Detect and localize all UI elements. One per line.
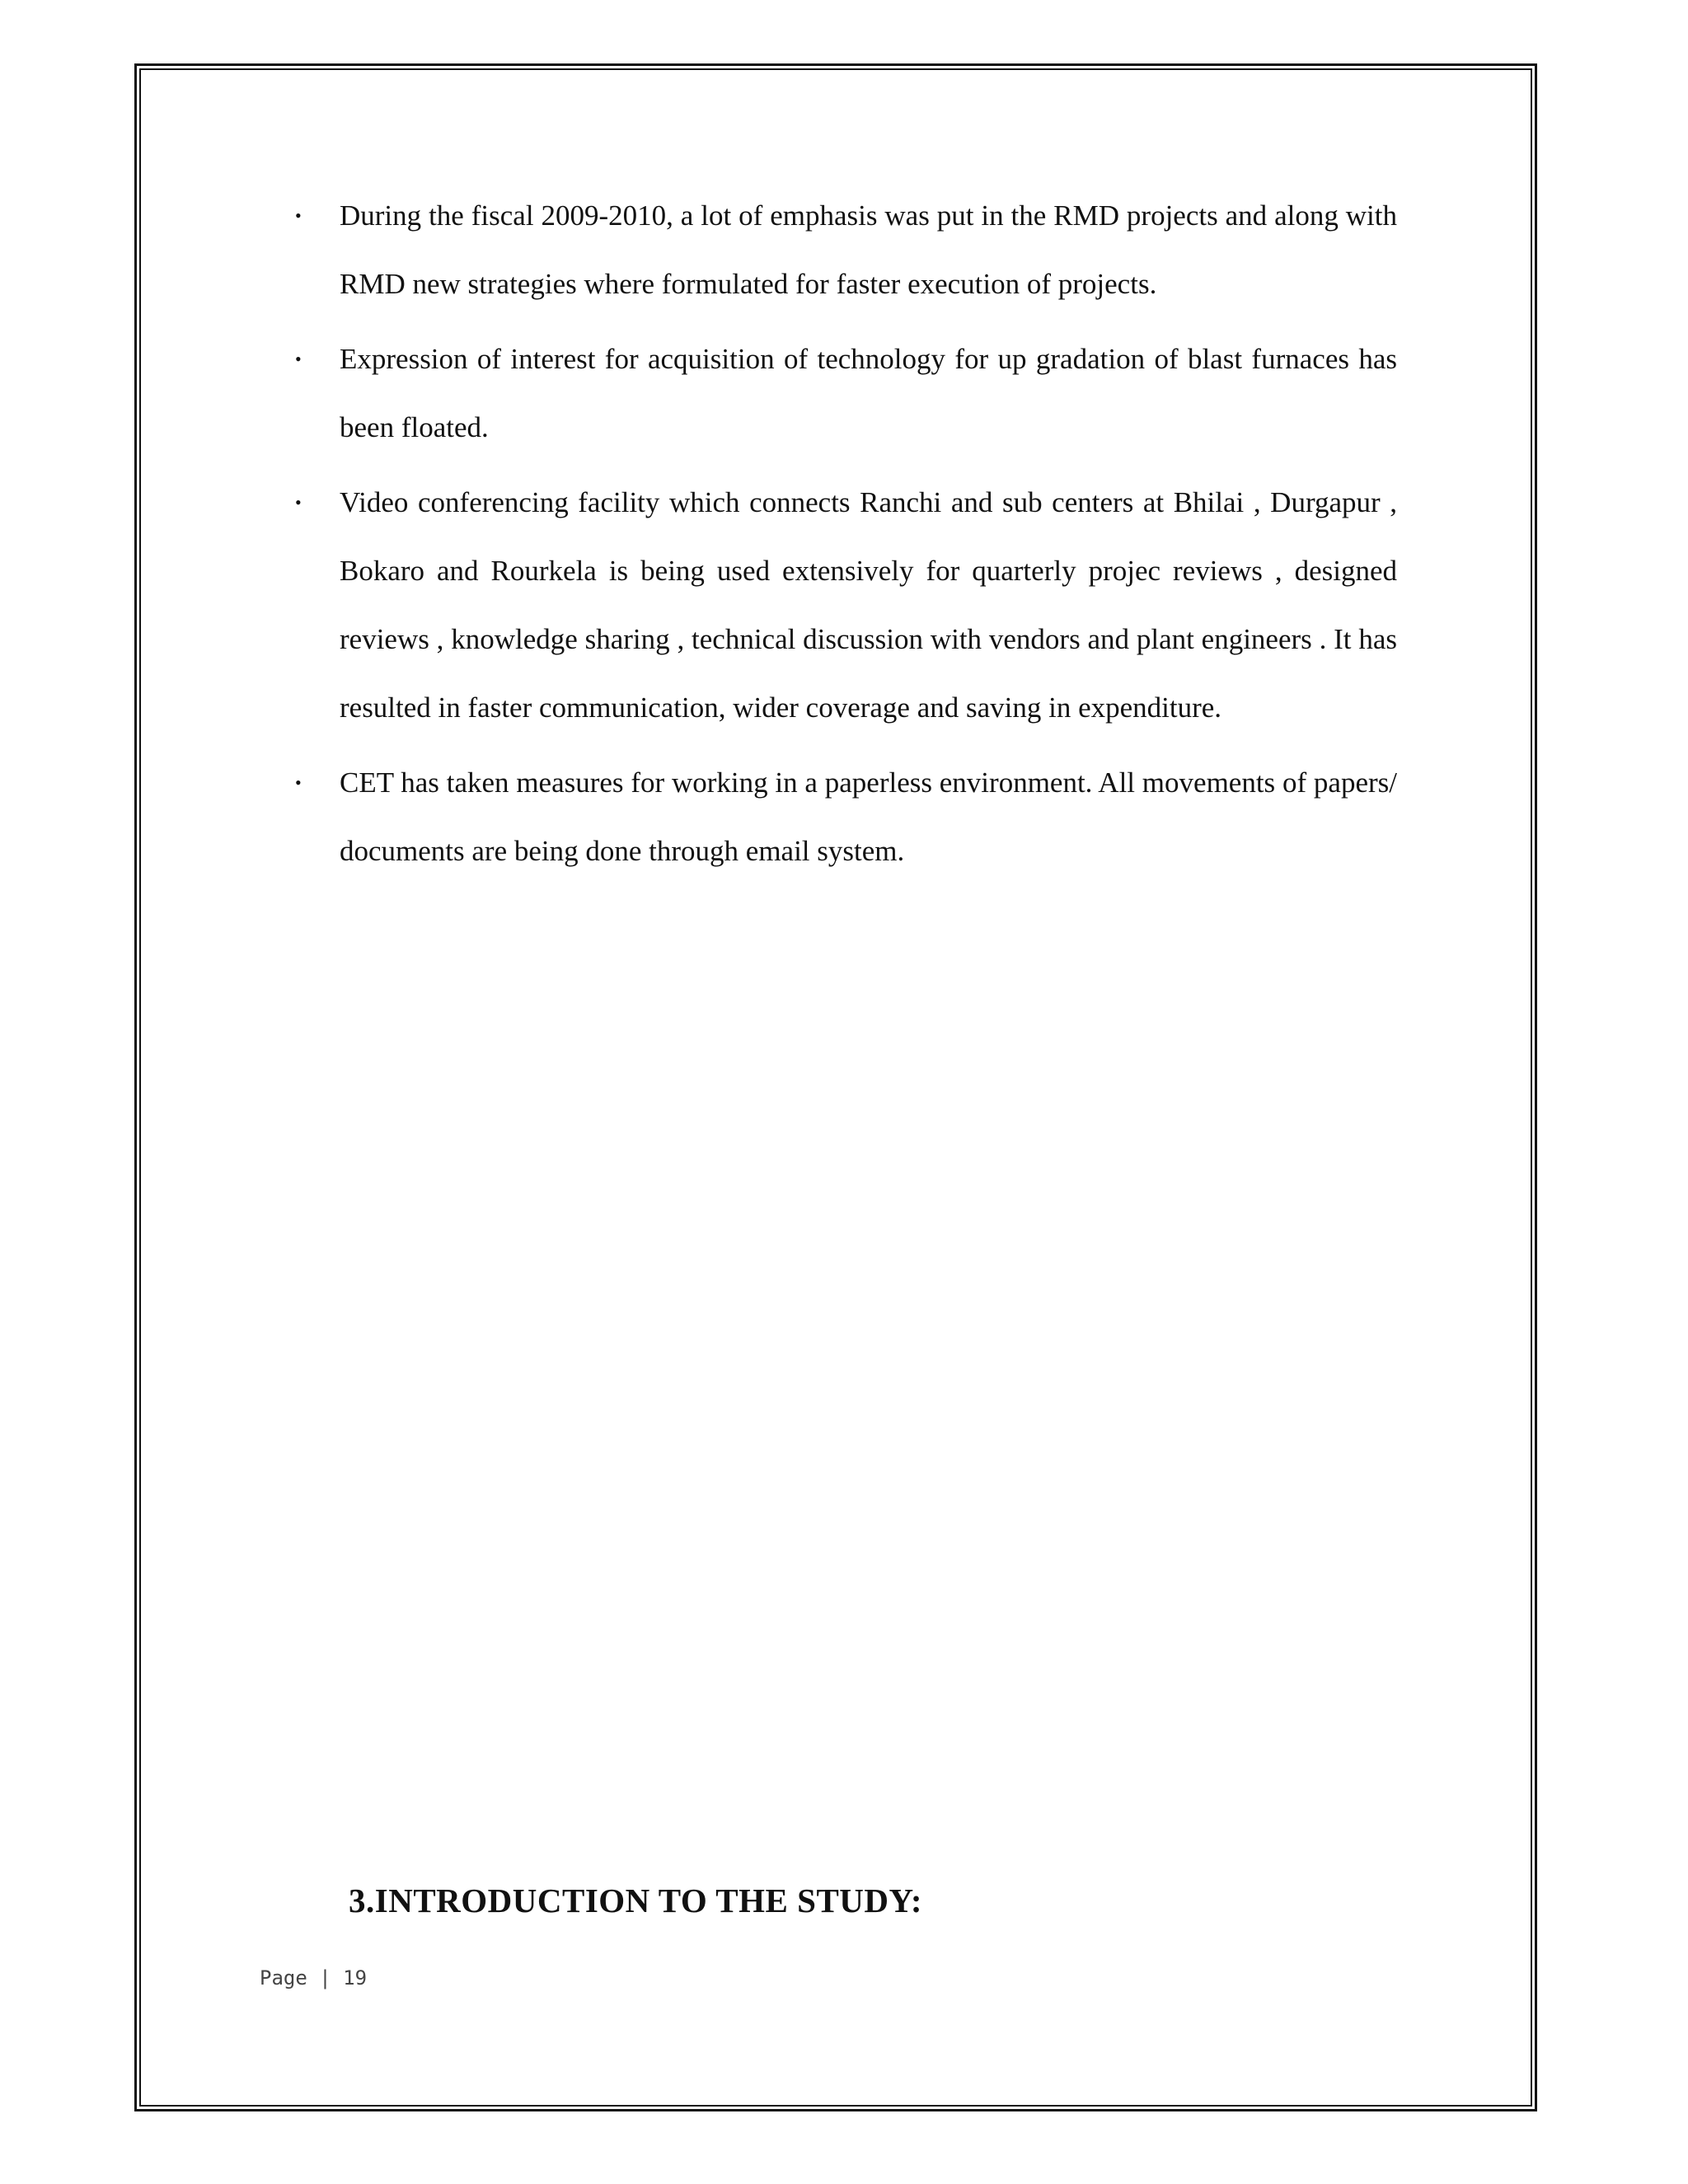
bullet-icon: • xyxy=(295,772,302,793)
list-item xyxy=(288,181,1397,318)
bullet-list xyxy=(288,181,1397,892)
list-item xyxy=(288,325,1397,462)
bullet-icon: • xyxy=(295,492,302,513)
bullet-text: Expression of interest for acquisition of technology for up gradation of blast furnaces has been floated. xyxy=(340,343,1397,443)
list-item xyxy=(288,468,1397,742)
section-heading: 3.INTRODUCTION TO THE STUDY: xyxy=(349,1882,923,1919)
bullet-text: During the fiscal 2009-2010, a lot of emphasis was put in the RMD projects and along with RMD new strategies where formulated for faster execution of projects. xyxy=(340,199,1397,300)
bullet-icon: • xyxy=(295,349,302,369)
list-item xyxy=(288,748,1397,885)
bullet-text: CET has taken measures for working in a paperless environment. All movements of papers/ documents are being done through email system. xyxy=(340,766,1397,867)
bullet-text: Video conferencing facility which connects Ranchi and sub centers at Bhilai , Durgapur , Bokaro and Rourkela is being used extensively for quarterly projec reviews , designed reviews , knowledge sharing , technical discussion with vendors and plant engineers . It has resulted in faster communication, wider coverage and saving in expenditure. xyxy=(340,486,1397,724)
page-number: Page | 19 xyxy=(260,1966,368,1990)
bullet-icon: • xyxy=(295,205,302,226)
